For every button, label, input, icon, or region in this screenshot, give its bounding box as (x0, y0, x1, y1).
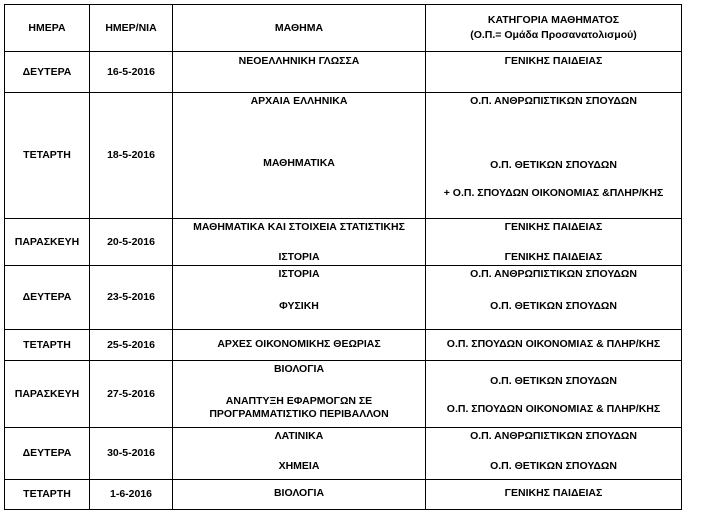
category-line: ΓΕΝΙΚΗΣ ΠΑΙΔΕΙΑΣ (504, 55, 603, 67)
category-line: Ο.Π. ΘΕΤΙΚΩΝ ΣΠΟΥΔΩΝ (490, 460, 617, 472)
table-row (5, 480, 682, 510)
day-cell: ΔΕΥΤΕΡΑ (5, 52, 90, 93)
category-cell (426, 52, 682, 93)
subject-line: ΛΑΤΙΝΙΚΑ (274, 430, 324, 442)
header-category-line2: (Ο.Π.= Ομάδα Προσανατολισμού) (470, 29, 637, 41)
date-cell: 25-5-2016 (90, 330, 173, 361)
subject-line: ΑΝΑΠΤΥΞΗ ΕΦΑΡΜΟΓΩΝ ΣΕ ΠΡΟΓΡΑΜΜΑΤΙΣΤΙΚΟ ΠΕΡΙΒΑΛΛΟΝ (209, 395, 389, 420)
day-cell: ΠΑΡΑΣΚΕΥΗ (5, 361, 90, 428)
category-line: Ο.Π. ΑΝΘΡΩΠΙΣΤΙΚΩΝ ΣΠΟΥΔΩΝ (470, 430, 637, 442)
date-cell: 23-5-2016 (90, 266, 173, 330)
date-cell: 30-5-2016 (90, 428, 173, 480)
table-row (5, 330, 682, 361)
header-date: ΗΜΕΡ/ΝΙΑ (90, 5, 173, 52)
category-line: Ο.Π. ΣΠΟΥΔΩΝ ΟΙΚΟΝΟΜΙΑΣ & ΠΛΗΡ/ΚΗΣ (446, 403, 661, 415)
category-cell (426, 93, 682, 219)
subject-line: ΧΗΜΕΙΑ (278, 460, 320, 472)
category-line: Ο.Π. ΑΝΘΡΩΠΙΣΤΙΚΩΝ ΣΠΟΥΔΩΝ (470, 95, 637, 107)
subject-cell (173, 330, 426, 361)
category-line: Ο.Π. ΑΝΘΡΩΠΙΣΤΙΚΩΝ ΣΠΟΥΔΩΝ (470, 268, 637, 280)
table-row (5, 428, 682, 480)
exam-schedule-table (4, 4, 682, 510)
subject-cell (173, 428, 426, 480)
subject-line: ΒΙΟΛΟΓΙΑ (273, 363, 325, 375)
subject-line: ΜΑΘΗΜΑΤΙΚΑ (263, 157, 335, 169)
table-row (5, 52, 682, 93)
header-category (426, 5, 682, 52)
table-row (5, 361, 682, 428)
subject-cell (173, 361, 426, 428)
subject-cell (173, 266, 426, 330)
category-line: Ο.Π. ΣΠΟΥΔΩΝ ΟΙΚΟΝΟΜΙΑΣ & ΠΛΗΡ/ΚΗΣ (446, 338, 661, 350)
date-cell: 16-5-2016 (90, 52, 173, 93)
day-cell: ΤΕΤΑΡΤΗ (5, 480, 90, 510)
category-line: Ο.Π. ΘΕΤΙΚΩΝ ΣΠΟΥΔΩΝ (490, 300, 617, 312)
day-cell: ΔΕΥΤΕΡΑ (5, 428, 90, 480)
subject-line: ΦΥΣΙΚΗ (279, 300, 319, 312)
subject-line: ΑΡΧΑΙΑ ΕΛΛΗΝΙΚΑ (250, 95, 348, 107)
subject-cell (173, 480, 426, 510)
category-cell (426, 428, 682, 480)
category-cell (426, 480, 682, 510)
day-cell: ΔΕΥΤΕΡΑ (5, 266, 90, 330)
table-row (5, 93, 682, 219)
category-line: ΓΕΝΙΚΗΣ ΠΑΙΔΕΙΑΣ (504, 251, 603, 263)
subject-line: ΝΕΟΕΛΛΗΝΙΚΗ ΓΛΩΣΣΑ (238, 55, 360, 67)
category-cell (426, 361, 682, 428)
header-category-line1: ΚΑΤΗΓΟΡΙΑ ΜΑΘΗΜΑΤΟΣ (487, 14, 620, 26)
subject-line: ΙΣΤΟΡΙΑ (278, 268, 320, 280)
header-row (5, 5, 682, 52)
category-cell (426, 219, 682, 266)
subject-line: ΑΡΧΕΣ ΟΙΚΟΝΟΜΙΚΗΣ ΘΕΩΡΙΑΣ (217, 338, 381, 350)
date-cell: 20-5-2016 (90, 219, 173, 266)
category-cell (426, 330, 682, 361)
day-cell: ΤΕΤΑΡΤΗ (5, 93, 90, 219)
date-cell: 18-5-2016 (90, 93, 173, 219)
table-row (5, 266, 682, 330)
subject-line: ΜΑΘΗΜΑΤΙΚΑ ΚΑΙ ΣΤΟΙΧΕΙΑ ΣΤΑΤΙΣΤΙΚΗΣ (193, 221, 405, 233)
category-line: Ο.Π. ΘΕΤΙΚΩΝ ΣΠΟΥΔΩΝ (490, 159, 617, 171)
table-row (5, 219, 682, 266)
subject-cell (173, 52, 426, 93)
subject-line: ΙΣΤΟΡΙΑ (278, 251, 320, 263)
category-line: ΓΕΝΙΚΗΣ ΠΑΙΔΕΙΑΣ (504, 221, 603, 233)
day-cell: ΠΑΡΑΣΚΕΥΗ (5, 219, 90, 266)
category-line: Ο.Π. ΘΕΤΙΚΩΝ ΣΠΟΥΔΩΝ (490, 375, 617, 387)
date-cell: 27-5-2016 (90, 361, 173, 428)
day-cell: ΤΕΤΑΡΤΗ (5, 330, 90, 361)
category-cell (426, 266, 682, 330)
category-line: + Ο.Π. ΣΠΟΥΔΩΝ ΟΙΚΟΝΟΜΙΑΣ &ΠΛΗΡ/ΚΗΣ (443, 187, 664, 199)
subject-cell (173, 219, 426, 266)
header-day: ΗΜΕΡΑ (5, 5, 90, 52)
subject-line: ΒΙΟΛΟΓΙΑ (273, 487, 325, 499)
date-cell: 1-6-2016 (90, 480, 173, 510)
category-line: ΓΕΝΙΚΗΣ ΠΑΙΔΕΙΑΣ (504, 487, 603, 499)
header-subject: ΜΑΘΗΜΑ (173, 5, 426, 52)
subject-cell (173, 93, 426, 219)
